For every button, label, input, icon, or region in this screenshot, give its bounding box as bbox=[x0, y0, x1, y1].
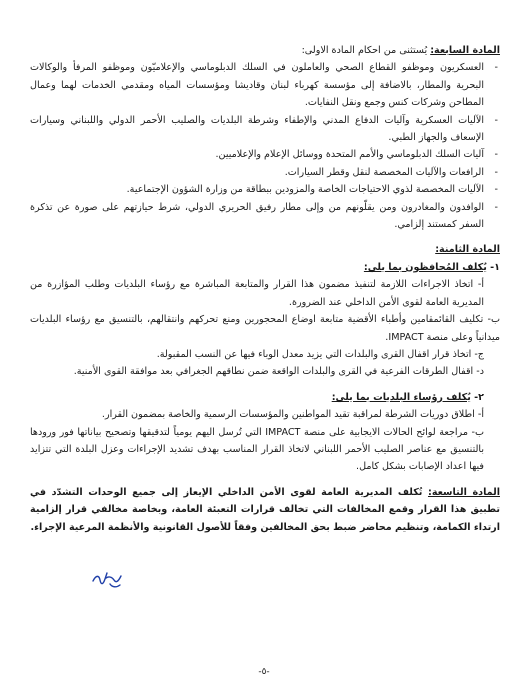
exemption-item: - آليات السلك الدبلوماسي والأمم المتحدة ووسائل الإعلام والإعلاميين. bbox=[30, 146, 500, 163]
exemption-item: - الرافعات والآليات المخصصة لنقل وقطر السيارات. bbox=[30, 164, 500, 181]
article-7-intro: يُستثنى من احكام المادة الاولى: bbox=[301, 45, 431, 56]
section-1-heading: يُكلف المُحافظون بما يلي: bbox=[363, 261, 487, 273]
article-7-heading bbox=[30, 42, 500, 59]
article-9-paragraph bbox=[30, 484, 500, 536]
article-7-exemptions-list bbox=[30, 59, 500, 233]
governors-task-d: د- اقفال الطرقات الفرعية في القرى والبلدات الواقعة ضمن نطاقهم الجغرافي بعد موافقة القوى الأمنية. bbox=[73, 366, 484, 378]
section-2-number: ٢- bbox=[470, 391, 484, 403]
governors-task-c: ج- اتخاذ قرار اقفال القرى والبلدات التي يزيد معدل الوباء فيها عن النسب المقبولة. bbox=[156, 348, 484, 360]
section-2-heading: يُكلف رؤساء البلديات بما يلي: bbox=[331, 391, 471, 403]
page-number: -٥- bbox=[258, 667, 270, 677]
mayors-heading bbox=[30, 389, 500, 406]
section-1-number: ١- bbox=[486, 261, 500, 273]
governors-task-a: أ- اتخاذ الاجراءات اللازمة لتنفيذ مضمون هذا القرار والمتابعة المباشرة مع رؤساء البلديات وطلب المؤازرة من المديرية العامة لقوى الأمن الداخلي عند الضرورة. bbox=[30, 279, 484, 308]
exemption-item: - الوافدون والمغادرون ومن يقلّونهم من وإلى مطار رفيق الحريري الدولي، شرط حيازتهم على صورة عن تذكرة السفر كمستند إلزامي. bbox=[30, 199, 500, 234]
mayors-task-b: ب- مراجعة لوائح الحالات الايجابية على منصة IMPACT التي تُرسل اليهم يومياً لتدقيقها وتصحيح بياناتها فور ورودها بالتنسيق مع عناصر الصليب الأحمر اللبناني لاتخاذ القرار المناسب بهدف تشديد الإجراءات وعزل البلدة التي تتزايد فيها اعداد الإصابات بشكل كامل. bbox=[30, 426, 485, 473]
governors-task-b: ب- تكليف القائمقامين وأطباء الأقضية متابعة اوضاع المحجورين ومنع تحركهم وانتقالهم، بالتنسيق مع رؤساء البلديات ميدانياً وعلى منصة IMPACT. bbox=[30, 314, 500, 343]
exemption-item: - العسكريون وموظفو القطاع الصحي والعاملون في السلك الدبلوماسي والإعلاميّون وموظفو المرفأ والوكالات البحرية والمطار، بالاضافة إلى مؤسسة كهرباء لبنان وقاديشا ومؤسسات المياه ومقدمي الخدمات لهما وعمال المطاحن وشركات كنس وجمع ونقل النفايات. bbox=[30, 59, 500, 111]
article-7-title: المادة السابعة: bbox=[430, 45, 500, 56]
governors-heading bbox=[30, 259, 500, 276]
initials-signature bbox=[90, 567, 124, 591]
exemption-item: - الآليات العسكرية وآليات الدفاع المدني والإطفاء وشرطة البلديات والصليب الأحمر الدولي واللبناني وسيارات الإسعاف والجهاز الطبي. bbox=[30, 112, 500, 147]
article-9-title: المادة التاسعة: bbox=[427, 486, 500, 498]
mayors-task-a: أ- اطلاق دوريات الشرطة لمراقبة تقيد المواطنين والمؤسسات الرسمية والخاصة بمضمون القرار. bbox=[101, 409, 484, 421]
article-9-text: تُكلف المديرية العامة لقوى الأمن الداخلي الإيعاز إلى جميع الوحدات التشدّد في تطبيق هذا القرار وقمع المخالفات التي تخالف قرارات التعبئة العامة، وبخاصة مخالفي قرار إلزامية ارتداء الكمامة، وتنظيم محاضر ضبط بحق المخالفين وفقاً للأصول القانونية والأنظمة المرعية الإجراء. bbox=[30, 486, 500, 533]
article-8-title: المادة الثامنة: bbox=[435, 244, 500, 256]
exemption-item: - الآليات المخصصة لذوي الاحتياجات الخاصة والمزودين ببطاقة من وزارة الشؤون الإجتماعية. bbox=[30, 181, 500, 198]
